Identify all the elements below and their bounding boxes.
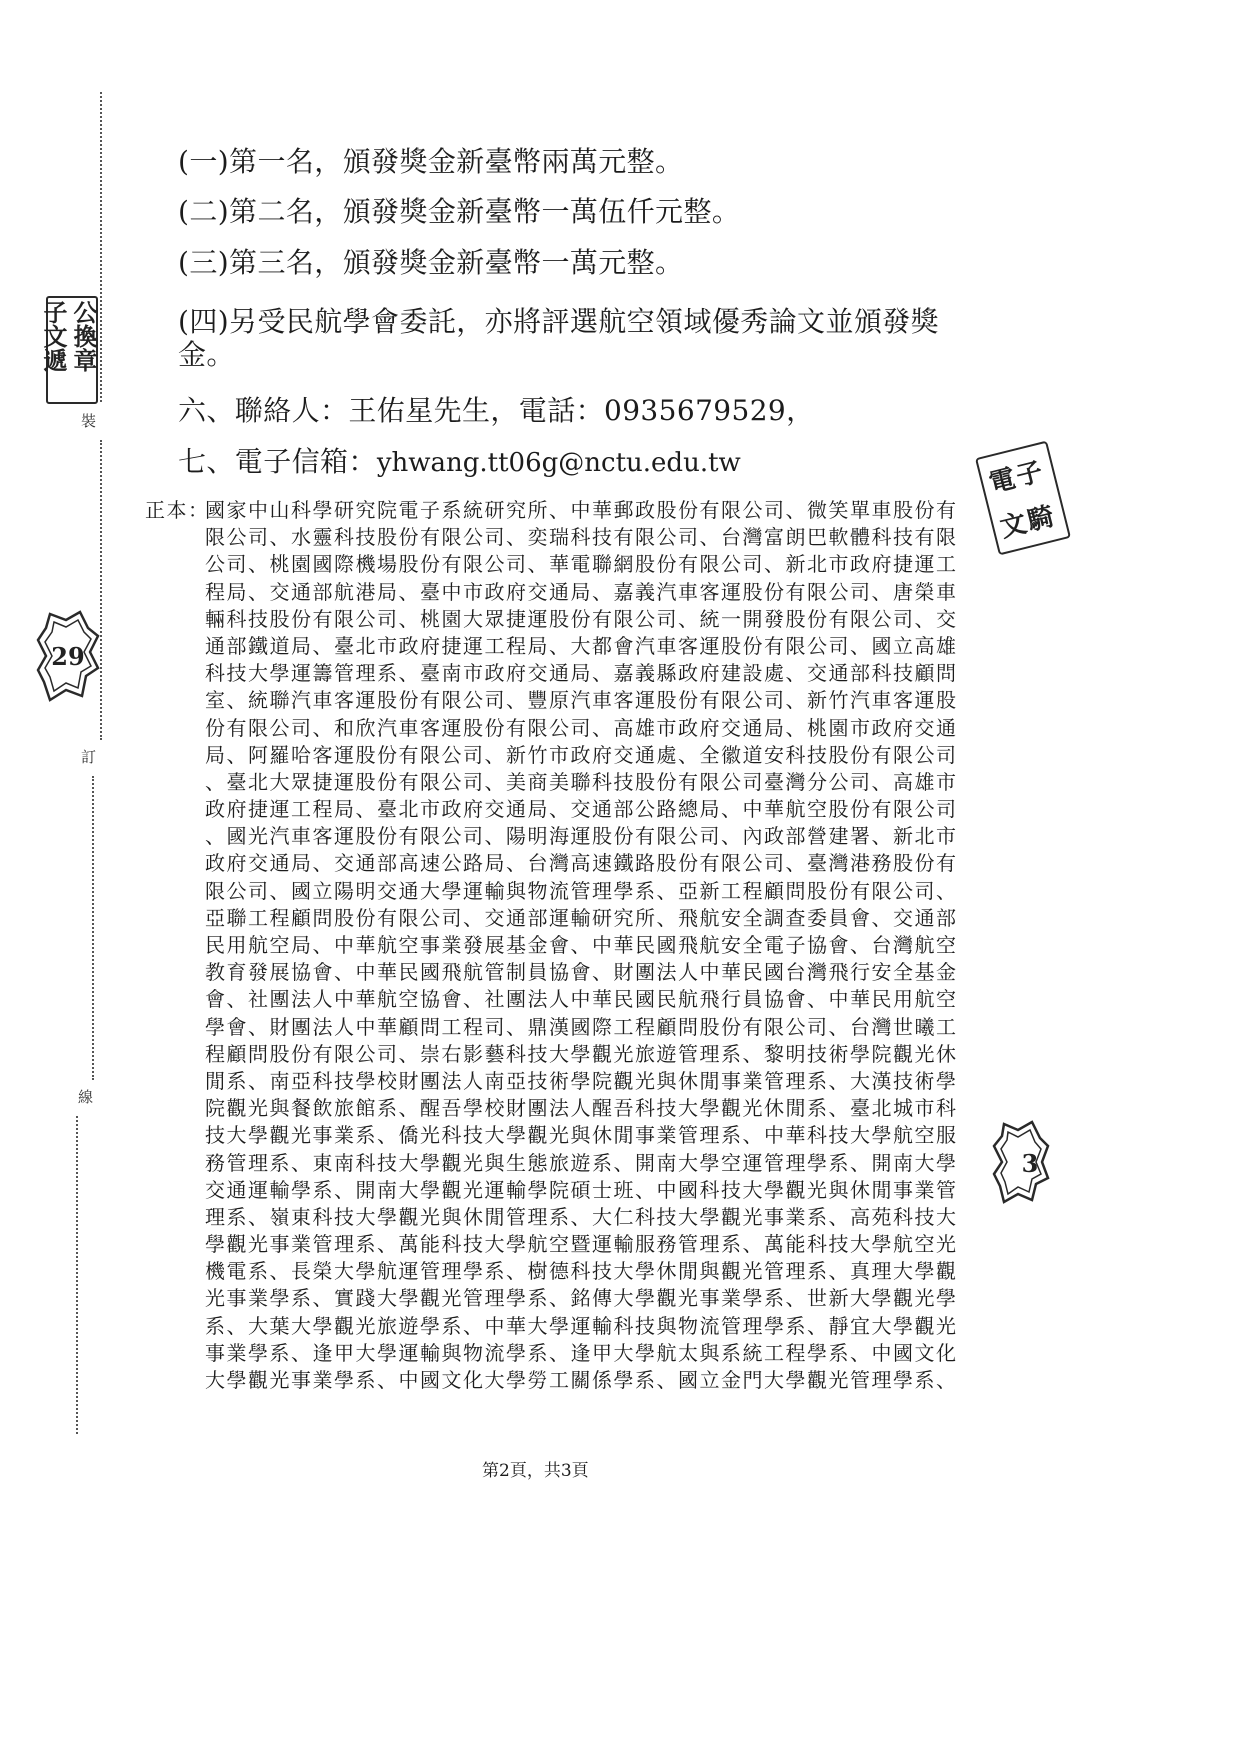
recipients-line: 民用航空局、中華航空事業發展基金會、中華民國飛航安全電子協會、台灣航空 [205,933,958,957]
recipients-line: 光事業學系、實踐大學觀光管理學系、銘傳大學觀光事業學系、世新大學觀光學 [205,1286,958,1311]
stamp-top-row: 電子 [986,456,1048,500]
recipients-line: 公司、桃園國際機場股份有限公司、華電聯網股份有限公司、新北市政府捷運工 [205,552,958,577]
stamp-left-column: 子文遞 [39,300,68,372]
award-item-1: (一)第一名，頒發獎金新臺幣兩萬元整。 [178,145,684,178]
stamp-bottom-row: 文騎 [997,501,1059,544]
seam-seal-left [36,610,100,702]
award-item-4-continuation: 金。 [178,338,235,371]
seal-number-left: 29 [51,642,85,671]
recipients-line: 院觀光與餐飲旅館系、醒吾學校財團法人醒吾科技大學觀光休閒系、臺北城市科 [205,1096,958,1121]
recipients-line: 務管理系、東南科技大學觀光與生態旅遊系、開南大學空運管理學系、開南大學 [205,1150,958,1175]
binding-label-xian: 線 [78,1088,94,1106]
recipients-line: 程局、交通部航港局、臺中市政府交通局、嘉義汽車客運股份有限公司、唐榮車 [205,579,958,604]
recipients-line: 輛科技股份有限公司、桃園大眾捷運股份有限公司、統一開發股份有限公司、交 [205,606,958,631]
award-item-3: (三)第三名，頒發獎金新臺幣一萬元整。 [178,246,684,279]
recipients-list [205,497,995,1394]
recipients-line: 國家中山科學研究院電子系統研究所、中華郵政股份有限公司、微笑單車股份有 [205,498,958,522]
binding-label-zhuang: 裝 [81,412,97,430]
recipients-line: 技大學觀光事業系、僑光科技大學觀光與休閒事業管理系、中華科技大學航空服 [205,1123,958,1148]
recipients-line: 、臺北大眾捷運股份有限公司、美商美聯科技股份有限公司臺灣分公司、高雄市 [205,769,958,794]
recipients-line: 限公司、國立陽明交通大學運輸與物流管理學系、亞新工程顧問股份有限公司、 [205,878,958,903]
recipients-line: 政府捷運工程局、臺北市政府交通局、交通部公路總局、中華航空股份有限公司 [205,797,958,822]
seal-number-right: 3 [1021,1149,1039,1178]
recipients-line: 限公司、水靈科技股份有限公司、奕瑞科技有限公司、台灣富朗巴軟體科技有限 [205,525,958,550]
recipients-line: 政府交通局、交通部高速公路局、台灣高速鐵路股份有限公司、臺灣港務股份有 [205,851,958,876]
email-address: yhwang.tt06g@nctu.edu.tw [376,448,741,478]
recipients-line: 程顧問股份有限公司、崇右影藝科技大學觀光旅遊管理系、黎明技術學院觀光休 [205,1041,958,1066]
recipients-line: 事業學系、逢甲大學運輸與物流學系、逢甲大學航太與系統工程學系、中國文化 [205,1340,958,1365]
award-item-4: (四)另受民航學會委託，亦將評選航空領域優秀論文並頒發獎 [178,305,940,338]
page-number: 第2頁，共3頁 [482,1461,589,1481]
recipients-line: 學會、財團法人中華顧問工程司、鼎漢國際工程顧問股份有限公司、台灣世曦工 [205,1014,958,1039]
binding-line-segment [92,776,94,1080]
recipients-line: 學觀光事業管理系、萬能科技大學航空暨運輸服務管理系、萬能科技大學航空光 [205,1232,958,1257]
recipients-line: 通部鐵道局、臺北市政府捷運工程局、大都會汽車客運股份有限公司、國立高雄 [205,633,958,658]
recipients-line: 系、大葉大學觀光旅遊學系、中華大學運輸科技與物流管理學系、靜宜大學觀光 [205,1313,958,1338]
recipients-line: 交通運輸學系、開南大學觀光運輸學院碩士班、中國科技大學觀光與休閒事業管 [205,1177,958,1202]
recipients-line: 局、阿羅哈客運股份有限公司、新竹市政府交通處、全徽道安科技股份有限公司 [205,742,958,767]
seam-seal-right [992,1118,1048,1204]
recipients-line: 室、統聯汽車客運股份有限公司、豐原汽車客運股份有限公司、新竹汽車客運股 [205,688,958,713]
contact-person-line: 六、聯絡人：王佑星先生，電話：0935679529， [178,394,815,427]
binding-line-segment [76,1116,78,1434]
recipients-line: 、國光汽車客運股份有限公司、陽明海運股份有限公司、內政部營建署、新北市 [205,824,958,849]
binding-line-segment [100,92,102,402]
exchange-stamp-left [39,296,98,404]
recipients-line: 會、社團法人中華航空協會、社團法人中華民國民航飛行員協會、中華民用航空 [205,987,958,1012]
recipients-line: 亞聯工程顧問股份有限公司、交通部運輸研究所、飛航安全調查委員會、交通部 [205,905,958,930]
email-label: 七、電子信箱： [178,445,377,478]
recipients-line: 科技大學運籌管理系、臺南市政府交通局、嘉義縣政府建設處、交通部科技顧問 [205,661,958,686]
recipients-label: 正本： [145,498,210,522]
recipients-line: 閒系、南亞科技學校財團法人南亞技術學院觀光與休閒事業管理系、大漢技術學 [205,1068,958,1093]
binding-line-segment [100,440,102,740]
contact-email-line [178,446,741,479]
binding-label-ding: 訂 [81,748,97,766]
recipients-line: 大學觀光事業學系、中國文化大學勞工關係學系、國立金門大學觀光管理學系、 [205,1368,958,1392]
recipients-line: 教育發展協會、中華民國飛航管制員協會、財團法人中華民國台灣飛行安全基金 [205,960,958,985]
recipients-line: 份有限公司、和欣汽車客運股份有限公司、高雄市政府交通局、桃園市政府交通 [205,715,958,740]
stamp-right-column: 公換章 [69,300,98,372]
award-item-2: (二)第二名，頒發獎金新臺幣一萬伍仟元整。 [178,195,741,228]
recipients-line: 理系、嶺東科技大學觀光與休閒管理系、大仁科技大學觀光事業系、高苑科技大 [205,1204,958,1229]
recipients-line: 機電系、長榮大學航運管理學系、樹德科技大學休閒與觀光管理系、真理大學觀 [205,1259,958,1284]
